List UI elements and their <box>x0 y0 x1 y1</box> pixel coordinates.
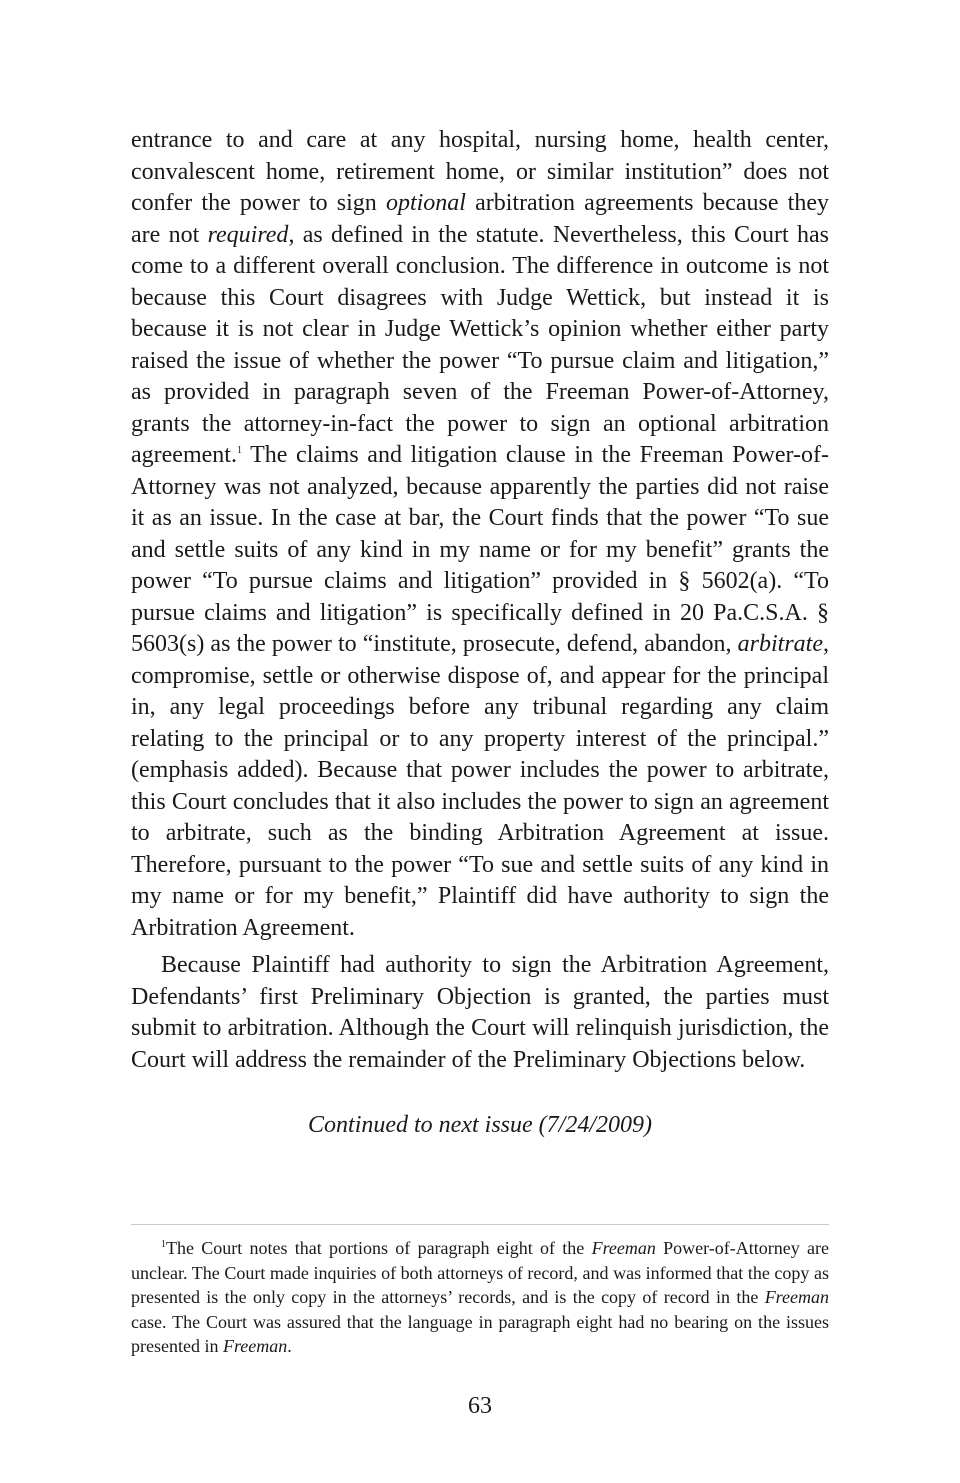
emphasis-freeman: Freeman <box>222 1336 288 1357</box>
footnote-reference: 1 <box>236 445 242 456</box>
text-run: The claims and litigation clause in the Freeman Power-of-Attorney was not analyzed, because apparently the parties did not raise it as an issue. In the case at bar, the Court finds that the power “To sue and settle suits of any kind in my name or for my benefit” grants the power “To pursue claims and litigation” provided in § 5602(a). “To pursue claims and litigation” is specifically defined in 20 Pa.C.S.A. § 5603(s) as the power to “institute, prosecute, defend, abandon, <box>131 442 829 657</box>
text-run: . <box>287 1336 292 1357</box>
page-number: 63 <box>468 1393 492 1419</box>
footnote-divider <box>131 1224 829 1225</box>
footnote-marker: 1 <box>161 1239 166 1250</box>
emphasis-arbitrate: arbitrate <box>737 631 823 657</box>
emphasis-optional: optional <box>385 190 466 216</box>
paragraph-1 <box>131 125 829 944</box>
emphasis-required: required <box>207 221 289 248</box>
continued-notice: Continued to next issue (7/24/2009) <box>308 1112 652 1138</box>
text-run: case. The Court was assured that the language in paragraph eight had no bearing on the issues presented in <box>131 1311 829 1357</box>
emphasis-freeman: Freeman <box>591 1238 656 1258</box>
paragraph-2: Because Plaintiff had authority to sign the Arbitration Agreement, Defendants’ first Preliminary Objection is granted, the parties must submit to arbitration. Although the Court will relinquish jurisdiction, the Court will address the remainder of the Preliminary Objections below. <box>131 952 829 1073</box>
footnote <box>131 1236 829 1359</box>
text-run: Power-of-Attorney are unclear. The Court made inquiries of both attorneys of record, and was informed that the copy as presented is the only copy in the attorneys’ records, and is the copy of record in the <box>131 1238 829 1308</box>
text-run: entrance to and care at any hospital, nursing home, health center, convalescent home, retirement home, or similar institution” does not confer the power to sign <box>131 127 829 216</box>
emphasis-freeman: Freeman <box>764 1287 829 1308</box>
text-run: The Court notes that portions of paragraph eight of the <box>166 1238 592 1258</box>
text-run: , compromise, settle or otherwise dispose of, and appear for the principal in, any legal proceedings before any tribunal regarding any claim relating to the principal or to any property interest of the principal.” (emphasis added). Because that power includes the power to arbitrate, this Court concludes that it also includes the power to sign an agreement to arbitrate, such as the binding Arbitration Agreement at issue. Therefore, pursuant to the power “To sue and settle suits of any kind in my name or for my benefit,” Plaintiff did have authority to sign the Arbitration Agreement. <box>131 631 829 941</box>
text-run: arbitration agreements because they are not <box>131 190 829 248</box>
text-run: , as defined in the statute. Nevertheless, this Court has come to a different overall conclusion. The difference in outcome is not because this Court disagrees with Judge Wettick, but instead it is because it is not clear in Judge Wettick’s opinion whether either party raised the issue of whether the power “To pursue claim and litigation,” as provided in paragraph seven of the Freeman Power-of-Attorney, grants the attorney-in-fact the power to sign an optional arbitration agreement. <box>131 221 829 468</box>
body-text <box>131 125 829 1076</box>
